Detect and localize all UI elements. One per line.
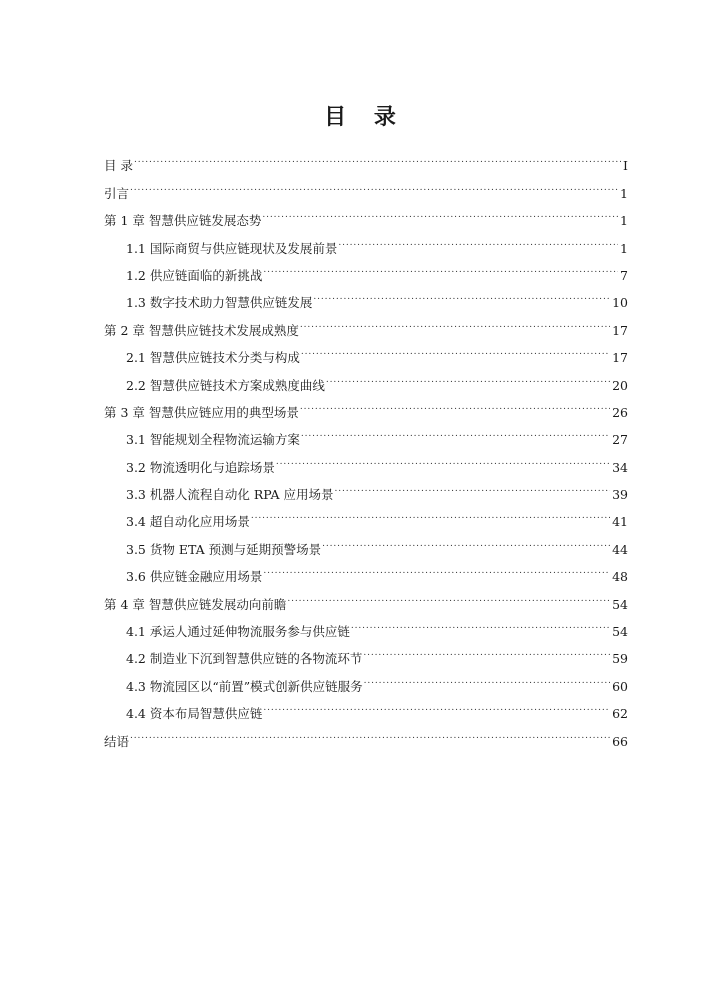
toc-entry-label: 2.2 智慧供应链技术方案成熟度曲线 bbox=[126, 377, 325, 393]
toc-dot-leader bbox=[364, 663, 610, 690]
toc-entry-label: 2.1 智慧供应链技术分类与构成 bbox=[126, 350, 300, 366]
toc-entry[interactable] bbox=[104, 198, 628, 229]
toc-entry-page: 20 bbox=[612, 377, 628, 393]
toc-entry[interactable] bbox=[104, 170, 628, 201]
toc-entry-page: 34 bbox=[612, 459, 628, 475]
toc-entry-page: 7 bbox=[620, 267, 628, 283]
toc-entry-page: 1 bbox=[620, 240, 628, 256]
toc-entry-label: 3.2 物流透明化与追踪场景 bbox=[126, 459, 275, 475]
toc-entry-page: 17 bbox=[612, 350, 628, 366]
toc-dot-leader bbox=[263, 691, 610, 718]
toc-dot-leader bbox=[301, 335, 610, 362]
toc-dot-leader bbox=[326, 362, 610, 389]
toc-entry-label: 第 2 章 智慧供应链技术发展成熟度 bbox=[104, 322, 299, 338]
toc-dot-leader bbox=[313, 280, 610, 307]
toc-entry-label: 目 录 bbox=[104, 158, 133, 174]
toc-entry-label: 3.3 机器人流程自动化 RPA 应用场景 bbox=[126, 487, 334, 503]
toc-dot-leader bbox=[322, 526, 610, 553]
toc-entry-label: 4.2 制造业下沉到智慧供应链的各物流环节 bbox=[126, 651, 363, 667]
toc-entry-page: 26 bbox=[612, 404, 628, 420]
toc-dot-leader bbox=[130, 718, 610, 745]
toc-entry-page: 62 bbox=[612, 706, 628, 722]
toc-dot-leader bbox=[335, 472, 611, 499]
toc-entry-page: 54 bbox=[612, 596, 628, 612]
toc-entry-label: 1.3 数字技术助力智慧供应链发展 bbox=[126, 295, 313, 311]
toc-title: 目 录 bbox=[324, 104, 406, 130]
toc-entry-label: 4.1 承运人通过延伸物流服务参与供应链 bbox=[126, 624, 350, 640]
toc-dot-leader bbox=[263, 554, 610, 581]
toc-dot-leader bbox=[263, 253, 618, 280]
toc-entry-page: 54 bbox=[612, 624, 628, 640]
toc-entry-page: 1 bbox=[620, 185, 628, 201]
toc-entry-label: 1.1 国际商贸与供应链现状及发展前景 bbox=[126, 240, 338, 256]
toc-entry-page: 41 bbox=[612, 514, 628, 530]
toc-list bbox=[104, 143, 628, 749]
toc-dot-leader bbox=[351, 609, 610, 636]
toc-entry-page: 44 bbox=[612, 541, 628, 557]
toc-entry-label: 第 3 章 智慧供应链应用的典型场景 bbox=[104, 404, 299, 420]
toc-dot-leader bbox=[134, 143, 621, 170]
toc-entry-label: 第 4 章 智慧供应链发展动向前瞻 bbox=[104, 596, 287, 612]
toc-entry-page: 59 bbox=[612, 651, 628, 667]
toc-entry-label: 4.4 资本布局智慧供应链 bbox=[126, 706, 263, 722]
toc-dot-leader bbox=[300, 307, 610, 334]
toc-entry-label: 结语 bbox=[104, 733, 130, 749]
toc-dot-leader bbox=[363, 636, 610, 663]
toc-dot-leader bbox=[301, 417, 610, 444]
toc-entry-page: 60 bbox=[612, 678, 628, 694]
toc-entry-page: I bbox=[623, 158, 628, 174]
toc-entry-page: 66 bbox=[612, 733, 628, 749]
toc-entry-label: 3.4 超自动化应用场景 bbox=[126, 514, 250, 530]
toc-entry-label: 第 1 章 智慧供应链发展态势 bbox=[104, 213, 262, 229]
toc-entry-page: 39 bbox=[612, 487, 628, 503]
toc-entry-page: 27 bbox=[612, 432, 628, 448]
toc-dot-leader bbox=[300, 390, 610, 417]
toc-dot-leader bbox=[276, 444, 610, 471]
toc-entry-label: 引言 bbox=[104, 185, 130, 201]
toc-entry[interactable] bbox=[104, 143, 628, 174]
toc-entry-page: 17 bbox=[612, 322, 628, 338]
toc-entry[interactable] bbox=[104, 718, 628, 749]
toc-dot-leader bbox=[251, 499, 610, 526]
toc-entry-label: 3.5 货物 ETA 预测与延期预警场景 bbox=[126, 541, 322, 557]
toc-entry-label: 4.3 物流园区以“前置”模式创新供应链服务 bbox=[126, 678, 363, 694]
toc-entry-label: 1.2 供应链面临的新挑战 bbox=[126, 267, 263, 283]
toc-entry-page: 10 bbox=[612, 295, 628, 311]
toc-dot-leader bbox=[130, 170, 618, 197]
toc-entry-page: 1 bbox=[620, 213, 628, 229]
toc-entry-label: 3.1 智能规划全程物流运输方案 bbox=[126, 432, 300, 448]
toc-dot-leader bbox=[262, 198, 618, 225]
toc-dot-leader bbox=[338, 225, 618, 252]
toc-entry-label: 3.6 供应链金融应用场景 bbox=[126, 569, 263, 585]
toc-entry-page: 48 bbox=[612, 569, 628, 585]
toc-dot-leader bbox=[287, 581, 610, 608]
